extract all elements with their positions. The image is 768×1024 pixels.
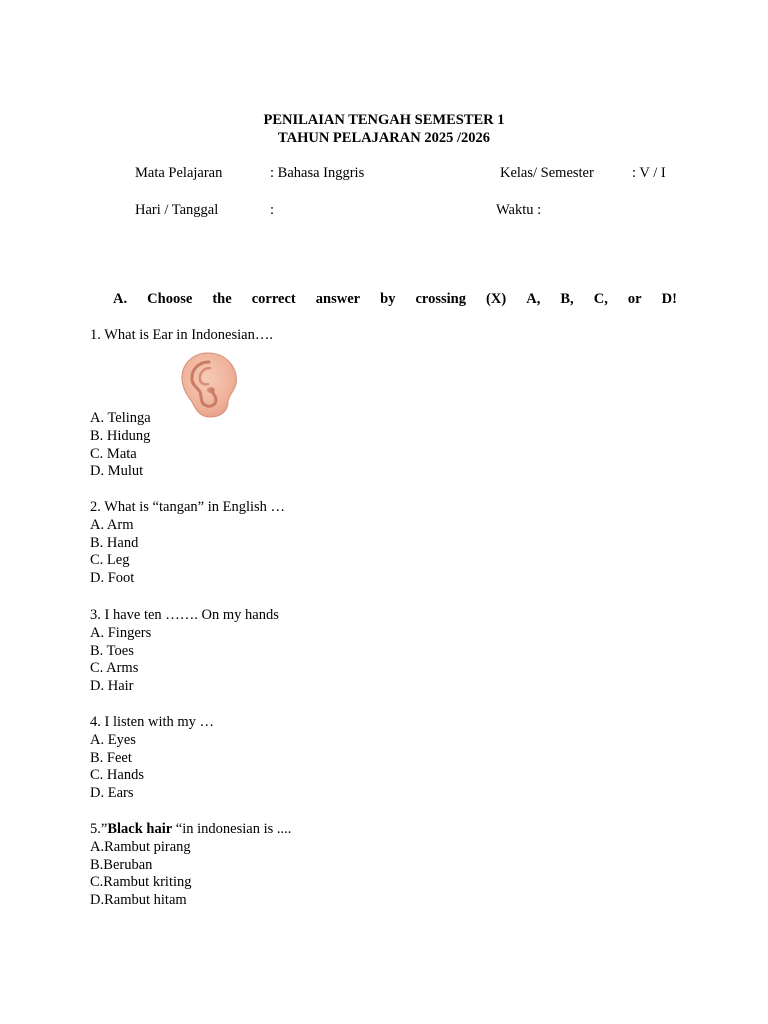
option[interactable]: D. Foot — [90, 570, 135, 587]
subject-label: Mata Pelajaran — [135, 165, 223, 181]
option[interactable]: D.Rambut hitam — [90, 892, 187, 909]
date-label: Hari / Tanggal — [135, 202, 219, 218]
stem-bold: Black hair — [107, 821, 173, 837]
instruction-word: crossing — [415, 291, 466, 307]
question-stem — [90, 821, 291, 839]
option[interactable]: C. Hands — [90, 767, 144, 784]
option[interactable]: C.Rambut kriting — [90, 874, 192, 891]
question-stem: 3. I have ten ……. On my hands — [90, 607, 279, 623]
option[interactable]: C. Leg — [90, 552, 130, 569]
class-label: Kelas/ Semester — [500, 165, 594, 181]
option[interactable]: A. Arm — [90, 516, 134, 533]
option[interactable]: A. Telinga — [90, 410, 151, 426]
option[interactable]: B.Beruban — [90, 856, 153, 873]
date-value: : — [270, 202, 275, 218]
option[interactable]: B. Toes — [90, 642, 134, 659]
option[interactable]: D. Mulut — [90, 463, 144, 480]
instruction-word: the — [212, 291, 232, 307]
instruction-word: D! — [661, 291, 677, 307]
question-stem: 4. I listen with my … — [90, 714, 215, 730]
subject-value: : Bahasa Inggris — [270, 165, 365, 181]
instruction-word: A. — [113, 291, 128, 307]
time-label: Waktu : — [496, 202, 542, 218]
question-3 — [90, 607, 279, 696]
question-stem: 2. What is “tangan” in English … — [90, 499, 286, 515]
class-value: : V / I — [632, 165, 666, 181]
instruction-word: Choose — [147, 291, 193, 307]
instruction-word: correct — [251, 291, 296, 307]
option[interactable]: A. Eyes — [90, 731, 136, 748]
instruction-word: C, — [593, 291, 608, 307]
stem-suffix: “in indonesian is .... — [172, 821, 292, 837]
instruction-word: or — [627, 291, 642, 307]
option[interactable]: B. Hidung — [90, 427, 151, 444]
question-4 — [90, 714, 214, 803]
option[interactable]: C. Mata — [90, 445, 137, 462]
instruction-word: B, — [560, 291, 574, 307]
instruction-word: answer — [315, 291, 361, 307]
page-subtitle: TAHUN PELAJARAN 2025 /2026 — [278, 130, 490, 146]
page-title: PENILAIAN TENGAH SEMESTER 1 — [263, 112, 505, 128]
option[interactable]: A.Rambut pirang — [90, 838, 191, 855]
instruction-word: (X) — [486, 291, 507, 307]
section-instruction — [113, 290, 677, 308]
option[interactable]: D. Ears — [90, 785, 134, 802]
option[interactable]: B. Feet — [90, 749, 132, 766]
stem-prefix: 5.” — [90, 821, 108, 837]
ear-icon — [178, 350, 242, 420]
option[interactable]: C. Arms — [90, 660, 139, 677]
option[interactable]: A. Fingers — [90, 624, 152, 641]
question-1-options — [90, 410, 151, 481]
option[interactable]: B. Hand — [90, 534, 139, 551]
instruction-word: A, — [526, 291, 541, 307]
instruction-word: by — [380, 291, 396, 307]
question-5 — [90, 821, 291, 910]
question-1-stem: 1. What is Ear in Indonesian…. — [90, 327, 273, 343]
option[interactable]: D. Hair — [90, 678, 134, 695]
question-2 — [90, 499, 285, 588]
